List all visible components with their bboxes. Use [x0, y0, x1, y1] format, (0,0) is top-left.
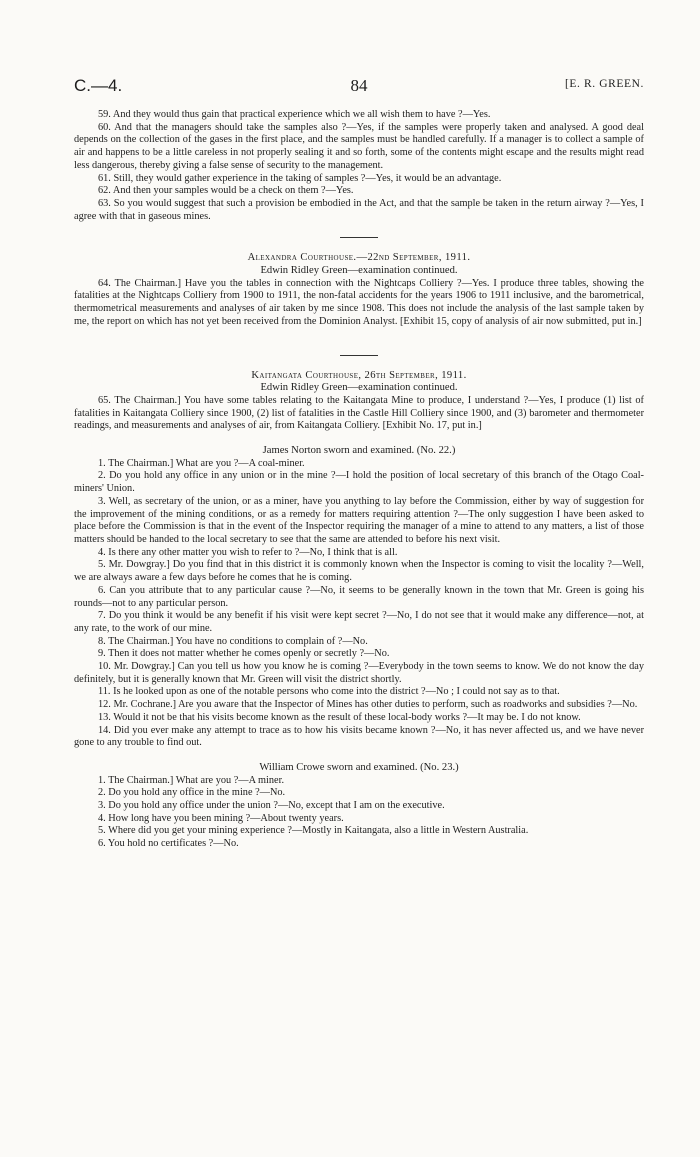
paragraph: 1. The Chairman.] What are you ?—A coal-miner. — [98, 457, 305, 469]
paragraph: 8. The Chairman.] You have no conditions to complain of ?—No. — [98, 635, 368, 647]
paragraph: 9. Then it does not matter whether he comes openly or secretly ?—No. — [98, 648, 390, 660]
paragraph: 65. The Chairman.] You have some tables relating to the Kaitangata Mine to produce, I understand ?—Yes, I produce (1) list of fatalities in Kaitangata Colliery since 1900, (2) list of fatalities in the Castle Hill Colliery since 1900, and (3) barometer and thermometer readings, and measurements and analyses of air, from Kaitangata Colliery. [Exhibit No. 17, put in.] — [74, 394, 644, 432]
section-subheading: Edwin Ridley Green—examination continued. — [260, 382, 458, 394]
paragraph: 6. Can you attribute that to any particular cause ?—No, it seems to be generally known in the town that Mr. Green is going his rounds—not to any particular person. — [74, 584, 644, 609]
running-head: [E. R. GREEN. — [564, 78, 644, 90]
paragraph: 5. Mr. Dowgray.] Do you find that in this district it is commonly known when the Inspector is coming to visit the locality ?—Well, we are always aware a few days before he comes that he is coming. — [74, 559, 644, 584]
section-heading: Alexandra Courthouse.—22nd September, 1911. — [247, 252, 471, 264]
paragraph: 62. And then your samples would be a check on them ?—Yes. — [98, 185, 354, 197]
paragraph: 11. Is he looked upon as one of the notable persons who come into the district ?—No ; I could not say as to that. — [98, 686, 560, 698]
section-william-crowe — [74, 762, 644, 851]
witness-heading: William Crowe sworn and examined. (No. 23.) — [259, 761, 459, 773]
section-james-norton — [74, 445, 644, 750]
paragraph: 64. The Chairman.] Have you the tables in connection with the Nightcaps Colliery ?—Yes. I produce three tables, showing the fatalities at the Nightcaps Colliery from 1900 to 1911, the non-fatal accidents for the years 1906 to 1911 inclusive, and the barometrical, thermometrical measurements and analyses of air taken by me since 1908. This does not include the analysis of the last sample taken by me, the report on which has not yet been received from the Dominion Analyst. [Exhibit 15, copy of analysis of air now submitted, put in.] — [74, 277, 644, 327]
section-subheading: Edwin Ridley Green—examination continued. — [260, 265, 458, 277]
paragraph: 12. Mr. Cochrane.] Are you aware that the Inspector of Mines has other duties to perform, such as roadworks and subsidies ?—No. — [98, 699, 638, 711]
paragraph: 3. Do you hold any office under the union ?—No, except that I am on the executive. — [98, 800, 445, 812]
paragraph: 7. Do you think it would be any benefit if his visit were kept secret ?—No, I do not see that it would make any difference—not, at any rate, to the work of our mine. — [74, 610, 644, 634]
paragraph: 1. The Chairman.] What are you ?—A miner. — [98, 774, 285, 786]
paragraph: 13. Would it not be that his visits become known as the result of these local-body works ?—It may be. I do not know. — [98, 711, 581, 723]
paragraph: 3. Well, as secretary of the union, or as a miner, have you anything to lay before the Commission, either by way of suggestion for the improvement of the mining conditions, or as a remedy for matters requiring attention ?—The only suggestion I have been asked to place before the Commission is that in the event of the Inspector requiring the manager of a mine to attend to any matters, a list of those matters should be handed to the local secretary to see that the same are attended to before his next visit. — [74, 495, 644, 545]
witness-heading: James Norton sworn and examined. (No. 22.) — [262, 445, 456, 457]
paragraph: 6. You hold no certificates ?—No. — [98, 838, 239, 850]
paragraph: 60. And that the managers should take the samples also ?—Yes, if the samples were properly taken and analysed. A good deal depends on the collection of the gases in the first place, and the samples must be handled carefully. If a manager is to collect a sample of air and happens to be a little careless in not properly sealing it and so forth, some of the contents might escape and the results might read less dangerous, thereby giving a false sense of security to the management. — [74, 121, 644, 171]
document-code: C.—4. — [74, 76, 123, 95]
paragraph: 4. How long have you been mining ?—About twenty years. — [98, 812, 344, 824]
section-alexandra — [74, 252, 644, 328]
paragraph: 4. Is there any other matter you wish to refer to ?—No, I think that is all. — [98, 546, 398, 558]
paragraph: 61. Still, they would gather experience in the taking of samples ?—Yes, it would be an advantage. — [98, 172, 502, 184]
paragraph: 10. Mr. Dowgray.] Can you tell us how you know he is coming ?—Everybody in the town seems to know. We do not know the day definitely, but it is generally known that Mr. Green will visit the district shortly. — [74, 661, 644, 685]
paragraph: 5. Where did you get your mining experience ?—Mostly in Kaitangata, also a little in Western Australia. — [98, 825, 529, 837]
paragraph: 2. Do you hold any office in the mine ?—No. — [98, 787, 286, 799]
page-header — [74, 76, 644, 98]
section-kaitangata — [74, 370, 644, 434]
page-number: 84 — [350, 76, 368, 95]
page-body — [74, 109, 644, 851]
paragraph: 2. Do you hold any office in any union or in the mine ?—I hold the position of local secretary of this branch of the Otago Coal-miners' Union. — [74, 470, 644, 495]
paragraph: 14. Did you ever make any attempt to trace as to how his visits became known ?—No, it has never affected us, and we have never gone to any trouble to find out. — [74, 724, 644, 749]
section-heading: Kaitangata Courthouse, 26th September, 1911. — [251, 369, 467, 381]
paragraph: 63. So you would suggest that such a provision be embodied in the Act, and that the sample be taken in the return airway ?—Yes, I agree with that in gaseous mines. — [74, 197, 644, 222]
evidence-block-1 — [74, 109, 644, 223]
paragraph: 59. And they would thus gain that practical experience which we all wish them to have ?—Yes. — [98, 109, 491, 120]
